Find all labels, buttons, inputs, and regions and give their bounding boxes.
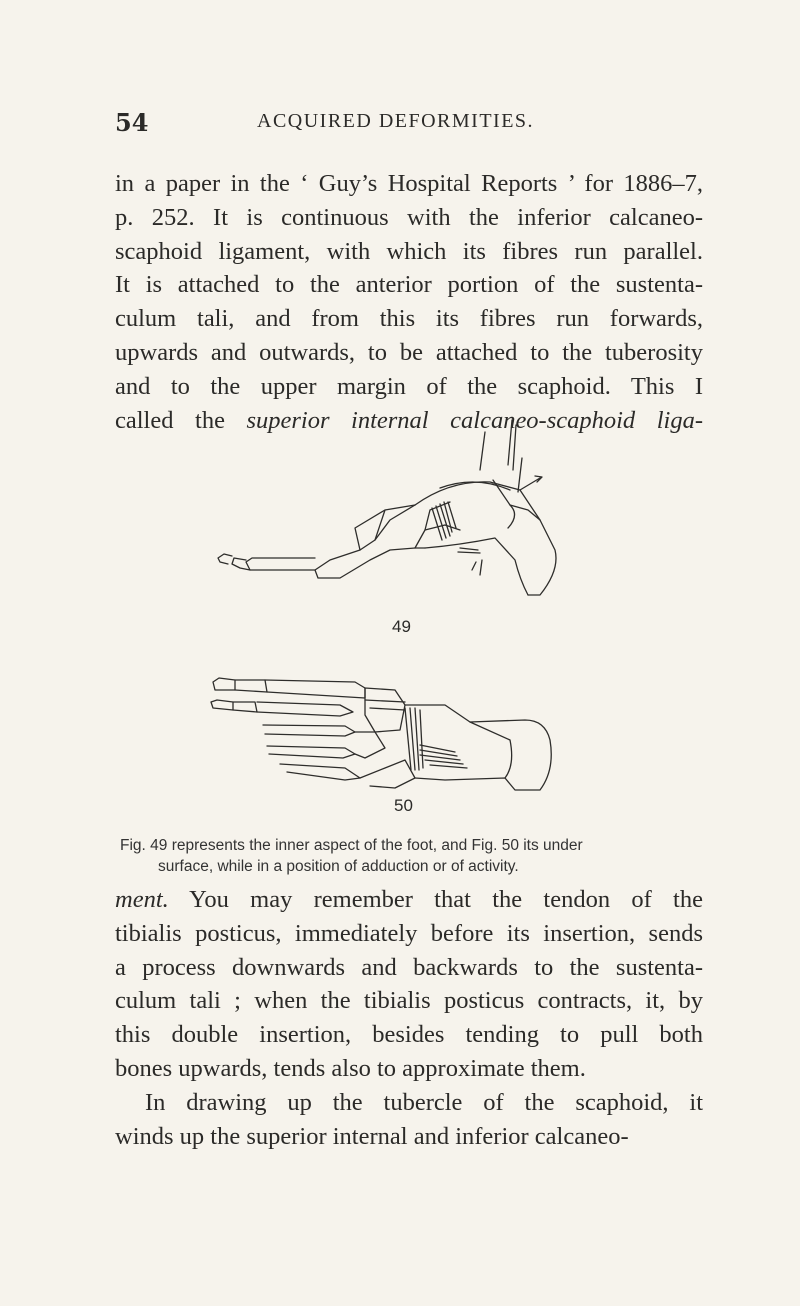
figure-49-illustration bbox=[210, 410, 610, 610]
paragraph-2 bbox=[115, 883, 703, 1153]
text-line: It is attached to the anterior portion of the sustenta- bbox=[115, 271, 703, 299]
caption-line: Fig. 49 represents the inner aspect of the foot, and Fig. 50 its under bbox=[120, 837, 583, 854]
italic-term: ment. bbox=[115, 886, 169, 913]
figure-caption bbox=[120, 835, 700, 877]
text-line: a process downwards and backwards to the sustenta- bbox=[115, 953, 703, 981]
text-line: and to the upper margin of the scaphoid. This I bbox=[115, 372, 703, 400]
figure-49-number: 49 bbox=[392, 617, 411, 636]
text-line-rest: You may remember that the tendon of the bbox=[168, 886, 703, 913]
text-line: p. 252. It is continuous with the inferior calcaneo- bbox=[115, 203, 703, 231]
text-line: tibialis posticus, immediately before its insertion, sends bbox=[115, 919, 703, 947]
paragraph-1 bbox=[115, 167, 703, 437]
page-number: 54 bbox=[115, 108, 149, 137]
text-line bbox=[115, 883, 703, 917]
text-line: winds up the superior internal and inferior calcaneo- bbox=[115, 1122, 629, 1150]
text-line: In drawing up the tubercle of the scaphoid, it bbox=[145, 1088, 703, 1116]
figure-50-illustration bbox=[205, 660, 605, 800]
text-line: this double insertion, besides tending to pull both bbox=[115, 1021, 703, 1049]
figure-50-number: 50 bbox=[394, 796, 413, 815]
text-line: upwards and outwards, to be attached to the tuberosity bbox=[115, 338, 703, 366]
text-line: in a paper in the ‘ Guy’s Hospital Reports ’ for 1886–7, bbox=[115, 170, 703, 197]
caption-line: surface, while in a position of adduction or of activity. bbox=[158, 858, 519, 875]
text-line-prefix: called the bbox=[115, 406, 247, 434]
italic-term: superior internal calcaneo-scaphoid liga- bbox=[246, 406, 703, 434]
text-line: culum tali ; when the tibialis posticus contracts, it, by bbox=[115, 987, 703, 1015]
page-header bbox=[115, 108, 695, 144]
text-line: scaphoid ligament, with which its fibres run parallel. bbox=[115, 237, 703, 265]
text-line: bones upwards, tends also to approximate them. bbox=[115, 1054, 586, 1082]
text-line: culum tali, and from this its fibres run forwards, bbox=[115, 305, 703, 333]
running-head: ACQUIRED DEFORMITIES. bbox=[257, 110, 535, 132]
